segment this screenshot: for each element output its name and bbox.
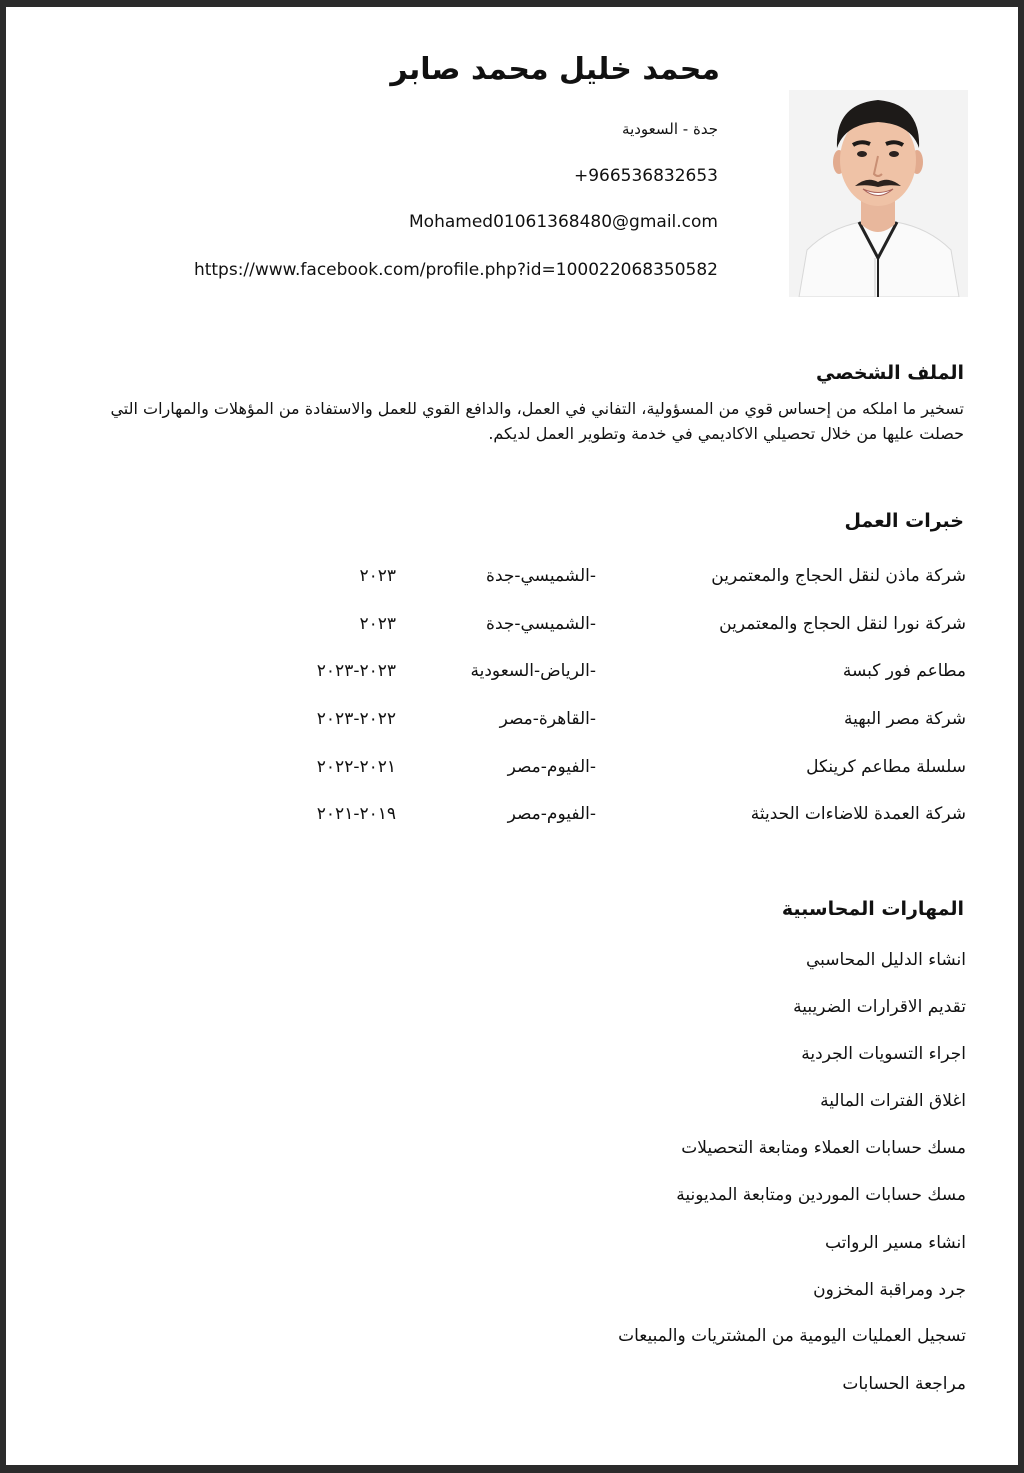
page-border-left [0, 0, 6, 1473]
profile-photo-illustration [789, 90, 968, 297]
experience-years: ٢٠٢١-٢٠٢٢ [316, 757, 396, 777]
skill-item: تقديم الاقرارات الضريبية [793, 997, 966, 1017]
experience-row [0, 757, 1024, 783]
skill-item: مسك حسابات العملاء ومتابعة التحصيلات [681, 1138, 966, 1158]
experience-location: -الشميسي-جدة [486, 614, 596, 634]
skill-item: مسك حسابات الموردين ومتابعة المديونية [676, 1185, 966, 1205]
contact-city: جدة - السعودية [622, 120, 718, 138]
experience-location: -الفيوم-مصر [507, 804, 596, 824]
experience-location: -الرياض-السعودية [470, 661, 596, 681]
experience-years: ٢٠٢٢-٢٠٢٣ [316, 709, 396, 729]
skill-item: جرد ومراقبة المخزون [813, 1280, 966, 1300]
experience-years: ٢٠٢٣-٢٠٢٣ [316, 661, 396, 681]
experience-company: شركة ماذن لنقل الحجاج والمعتمرين [711, 566, 966, 586]
page-border-right [1018, 0, 1024, 1473]
skill-item: تسجيل العمليات اليومية من المشتريات والمبيعات [618, 1326, 966, 1346]
skill-item: اغلاق الفترات المالية [820, 1091, 966, 1111]
contact-email[interactable]: Mohamed01061368480@gmail.com [409, 212, 718, 232]
profile-photo [789, 90, 968, 297]
candidate-name: محمد خليل محمد صابر [390, 52, 720, 87]
section-title-profile: الملف الشخصي [815, 362, 964, 384]
contact-phone[interactable]: +966536832653 [573, 166, 718, 186]
experience-location: -الشميسي-جدة [486, 566, 596, 586]
page-border-bottom [0, 1465, 1024, 1473]
experience-years: ٢٠٢٣ [359, 566, 396, 586]
experience-years: ٢٠١٩-٢٠٢١ [316, 804, 396, 824]
skill-item: اجراء التسويات الجردية [801, 1044, 966, 1064]
experience-years: ٢٠٢٣ [359, 614, 396, 634]
experience-company: مطاعم فور كبسة [842, 661, 966, 681]
experience-company: سلسلة مطاعم كرينكل [806, 757, 966, 777]
experience-company: شركة العمدة للاضاءات الحديثة [750, 804, 966, 824]
experience-row [0, 804, 1024, 830]
experience-company: شركة نورا لنقل الحجاج والمعتمرين [719, 614, 966, 634]
experience-location: -الفيوم-مصر [507, 757, 596, 777]
experience-company: شركة مصر البهية [844, 709, 966, 729]
skill-item: انشاء الدليل المحاسبي [805, 950, 966, 970]
experience-row [0, 709, 1024, 735]
profile-summary: تسخير ما املكه من إحساس قوي من المسؤولية، التفاني في العمل، والدافع القوي للعمل والاستفادة من المؤهلات والمهارات التي حصلت عليها من خلال تحصيلي الاكاديمي في خدمة وتطوير العمل لديكم. [110, 399, 964, 443]
skill-item: انشاء مسير الرواتب [824, 1233, 966, 1253]
page-border-top [0, 0, 1024, 7]
experience-row [0, 614, 1024, 640]
experience-row [0, 566, 1024, 592]
section-title-experience: خبرات العمل [844, 510, 964, 532]
skill-item: مراجعة الحسابات [842, 1374, 966, 1394]
contact-facebook-link[interactable]: https://www.facebook.com/profile.php?id=100022068350582 [193, 260, 718, 280]
experience-location: -القاهرة-مصر [499, 709, 596, 729]
experience-row [0, 661, 1024, 687]
section-title-skills: المهارات المحاسبية [781, 898, 964, 920]
